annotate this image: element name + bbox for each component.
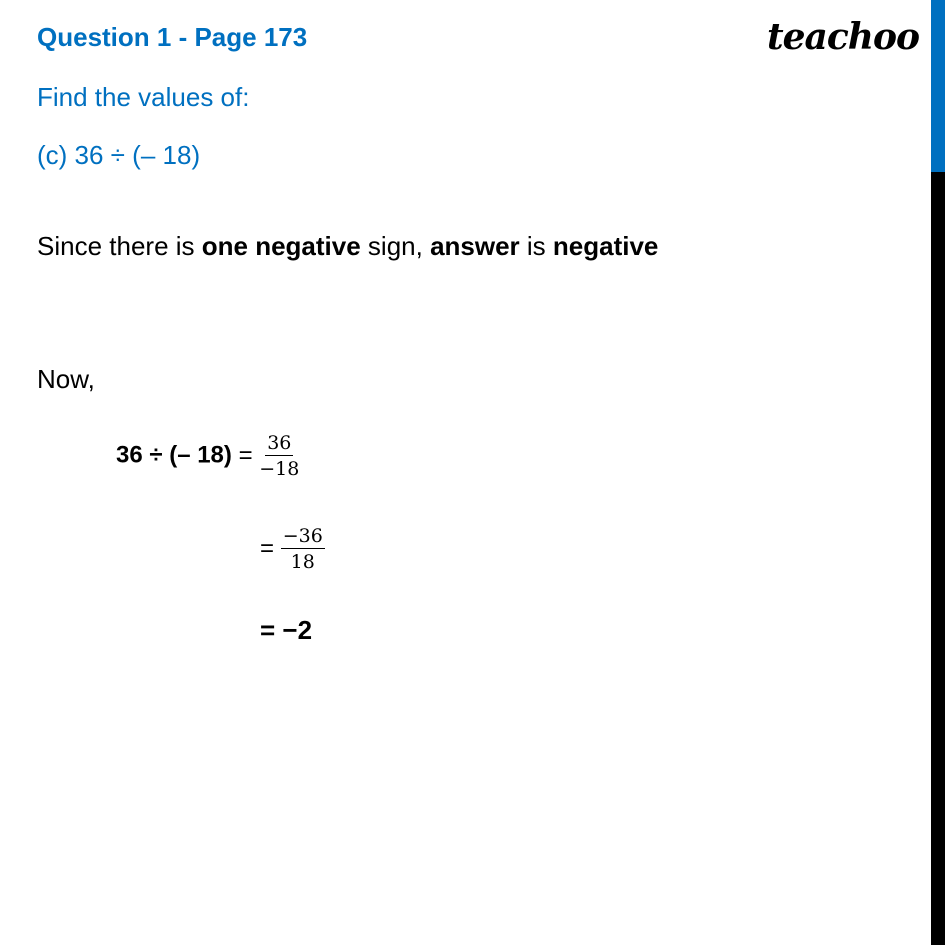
step-lhs: 36 ÷ (– 18): [116, 441, 232, 469]
numerator: −36: [282, 525, 323, 547]
fraction: [259, 432, 299, 480]
denominator: 18: [290, 551, 315, 573]
equals-sign: =: [260, 535, 281, 562]
equals-sign: =: [231, 442, 260, 469]
bold-text: one negative: [201, 231, 361, 261]
now-label: Now,: [37, 364, 95, 394]
numerator: 36: [267, 432, 292, 454]
final-answer: = −2: [260, 615, 313, 645]
bold-text: answer: [430, 231, 520, 261]
fraction: [281, 525, 325, 573]
text: is: [519, 231, 553, 261]
bold-text: negative: [552, 231, 659, 261]
step-1: [116, 432, 299, 480]
explanation-line: [37, 231, 658, 262]
denominator: −18: [259, 458, 300, 480]
teachoo-logo: teachoo: [767, 16, 919, 58]
side-bar-dark: [931, 172, 945, 945]
text: Since there is: [37, 231, 202, 261]
side-bar-accent: [931, 0, 945, 172]
question-title: Question 1 - Page 173: [37, 22, 308, 52]
text: sign,: [360, 231, 431, 261]
question-prompt: Find the values of:: [37, 82, 250, 112]
question-part: (c) 36 ÷ (– 18): [37, 140, 201, 170]
step-2: [260, 525, 325, 573]
